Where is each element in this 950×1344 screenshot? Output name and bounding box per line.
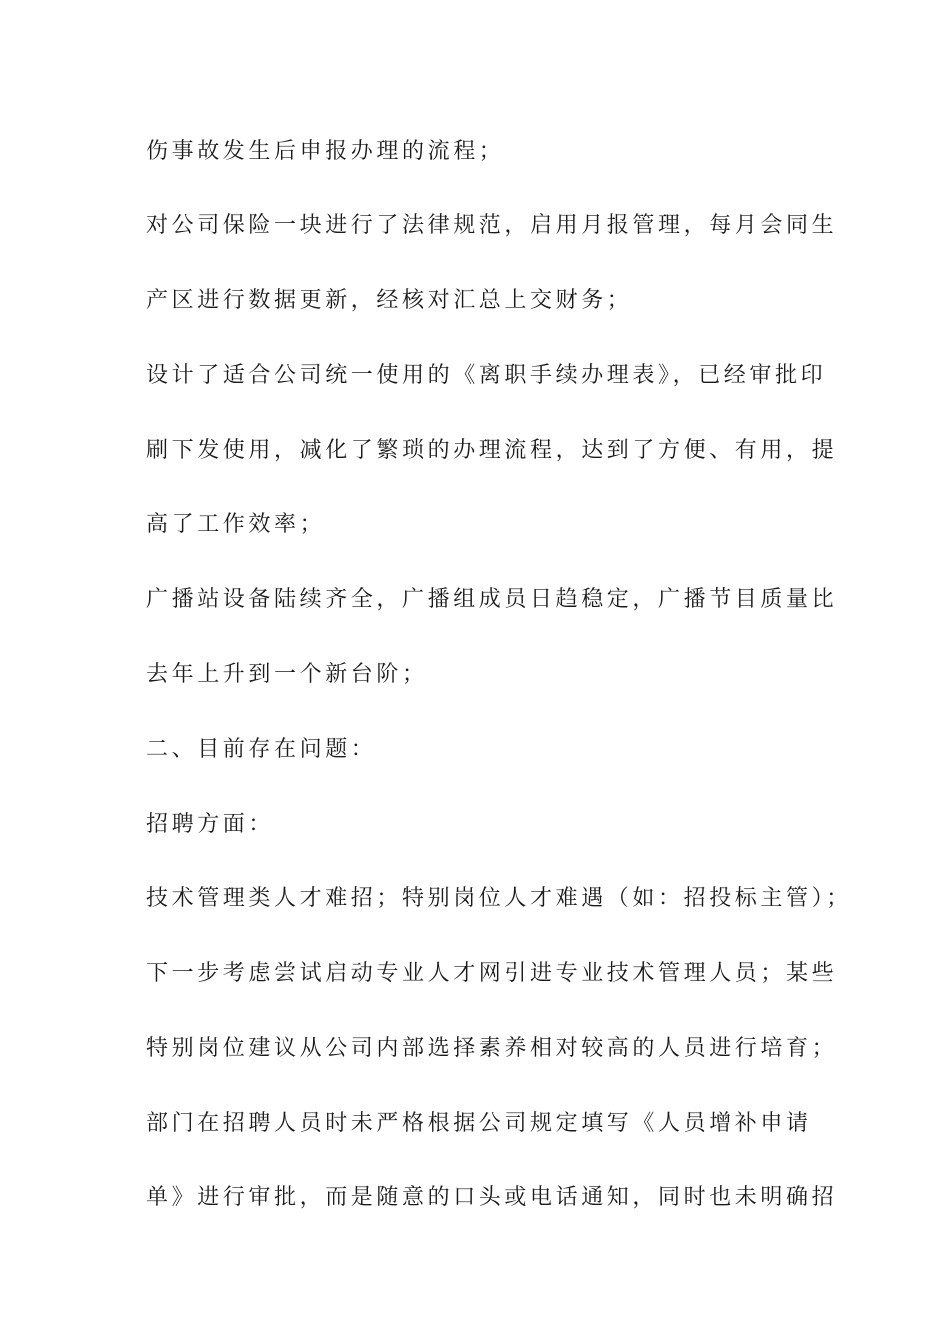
section-heading: 二、目前存在问题： — [146, 737, 377, 762]
text-line: 技术管理类人才难招；特别岗位人才难遇（如：招投标主管）； — [146, 886, 852, 911]
text-line: 去年上升到一个新台阶； — [146, 662, 428, 687]
text-line: 伤事故发生后申报办理的流程； — [146, 139, 505, 164]
text-line: 下一步考虑尝试启动专业人才网引进专业技术管理人员；某些 — [146, 961, 838, 986]
text-line: 对公司保险一块进行了法律规范，启用月报管理，每月会同生 — [146, 213, 838, 238]
subsection-heading: 招聘方面： — [146, 812, 275, 837]
text-line: 高了工作效率； — [146, 512, 326, 537]
text-line: 刷下发使用，减化了繁琐的办理流程，达到了方便、有用，提 — [146, 438, 838, 463]
text-line: 单》进行审批，而是随意的口头或电话通知，同时也未明确招 — [146, 1185, 838, 1210]
text-line: 部门在招聘人员时未严格根据公司规定填写《人员增补申请 — [146, 1111, 812, 1136]
text-line: 特别岗位建议从公司内部选择素养相对较高的人员进行培育； — [146, 1036, 838, 1061]
text-line: 设计了适合公司统一使用的《离职手续办理表》，已经审批印 — [146, 363, 827, 388]
text-line: 产区进行数据更新，经核对汇总上交财务； — [146, 288, 633, 313]
text-line: 广播站设备陆续齐全，广播组成员日趋稳定，广播节目质量比 — [146, 587, 838, 612]
